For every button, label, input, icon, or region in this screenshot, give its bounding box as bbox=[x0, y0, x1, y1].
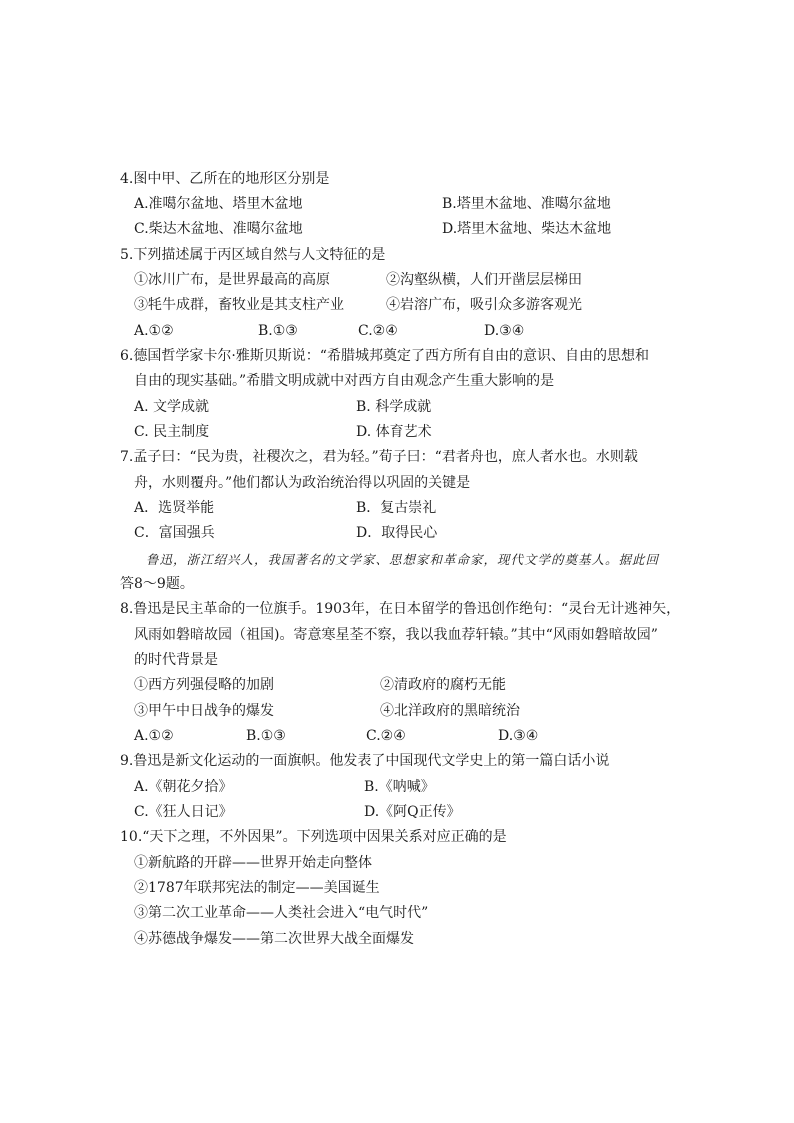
q9-option-d: D.《阿Q正传》 bbox=[364, 804, 461, 820]
q7-option-d: D．取得民心 bbox=[356, 525, 438, 541]
q8-statement-3: ③甲午中日战争的爆发 bbox=[134, 703, 274, 719]
q7-stem-line2: 舟，水则覆舟。”他们都认为政治统治得以巩固的关键是 bbox=[134, 475, 471, 491]
passage-intro-line1: 鲁迅，浙江绍兴人，我国著名的文学家、思想家和革命家，现代文学的奠基人。据此回 bbox=[146, 552, 660, 567]
q4-option-c: C.柴达木盆地、准噶尔盆地 bbox=[134, 221, 303, 237]
q6-option-d: D. 体育艺术 bbox=[356, 424, 432, 440]
q8-statement-4: ④北洋政府的黑暗统治 bbox=[380, 703, 520, 719]
q5-statement-2: ②沟壑纵横，人们开凿层层梯田 bbox=[386, 272, 582, 288]
q10-stem: 10.“天下之理，不外因果”。下列选项中因果关系对应正确的是 bbox=[120, 829, 507, 845]
q7-option-b: B．复古崇礼 bbox=[356, 500, 437, 516]
q8-option-c: C.②④ bbox=[366, 728, 406, 744]
q4-stem: 4.图中甲、乙所在的地形区分别是 bbox=[120, 171, 330, 187]
q6-option-b: B. 科学成就 bbox=[356, 399, 432, 415]
q5-statement-4: ④岩溶广布，吸引众多游客观光 bbox=[386, 297, 582, 313]
q5-option-d: D.③④ bbox=[484, 323, 525, 339]
q8-stem-line1: 8.鲁迅是民主革命的一位旗手。1903年，在日本留学的鲁迅创作绝句：“灵台无计逃神矢， bbox=[120, 601, 681, 617]
q8-option-d: D.③④ bbox=[498, 728, 539, 744]
q4-option-d: D.塔里木盆地、柴达木盆地 bbox=[442, 221, 612, 237]
q6-stem-line2: 自由的现实基础。”希腊文明成就中对西方自由观念产生重大影响的是 bbox=[134, 373, 555, 389]
q9-option-c: C.《狂人日记》 bbox=[134, 804, 233, 820]
passage-intro-line2: 答8～9题。 bbox=[120, 576, 194, 592]
q8-option-b: B.①③ bbox=[246, 728, 286, 744]
q5-stem: 5.下列描述属于丙区域自然与人文特征的是 bbox=[120, 247, 386, 263]
q9-option-b: B.《呐喊》 bbox=[364, 779, 435, 795]
q4-option-a: A.准噶尔盆地、塔里木盆地 bbox=[134, 196, 303, 212]
q6-option-c: C. 民主制度 bbox=[134, 424, 210, 440]
q5-option-c: C.②④ bbox=[358, 323, 398, 339]
q5-option-a: A.①② bbox=[134, 323, 174, 339]
q9-stem: 9.鲁迅是新文化运动的一面旗帜。他发表了中国现代文学史上的第一篇白话小说 bbox=[120, 753, 610, 769]
q4-option-b: B.塔里木盆地、准噶尔盆地 bbox=[442, 196, 611, 212]
q10-statement-3: ③第二次工业革命——人类社会进入“电气时代” bbox=[134, 905, 429, 921]
q9-option-a: A.《朝花夕拾》 bbox=[134, 779, 233, 795]
q8-statement-1: ①西方列强侵略的加剧 bbox=[134, 677, 274, 693]
q5-statement-3: ③牦牛成群，畜牧业是其支柱产业 bbox=[134, 297, 344, 313]
q6-option-a: A. 文学成就 bbox=[134, 399, 210, 415]
q7-option-a: A．选贤举能 bbox=[134, 500, 215, 516]
q10-statement-4: ④苏德战争爆发——第二次世界大战全面爆发 bbox=[134, 931, 414, 947]
q7-option-c: C．富国强兵 bbox=[134, 525, 215, 541]
q6-stem-line1: 6.德国哲学家卡尔·雅斯贝斯说：“希腊城邦奠定了西方所有自由的意识、自由的思想和 bbox=[120, 348, 649, 364]
q8-option-a: A.①② bbox=[134, 728, 174, 744]
q10-statement-1: ①新航路的开辟——世界开始走向整体 bbox=[134, 855, 372, 871]
q5-option-b: B.①③ bbox=[258, 323, 298, 339]
q7-stem-line1: 7.孟子曰：“民为贵，社稷次之，君为轻。”荀子曰：“君者舟也，庶人者水也。水则载 bbox=[120, 449, 638, 465]
q5-statement-1: ①冰川广布，是世界最高的高原 bbox=[134, 272, 330, 288]
q8-statement-2: ②清政府的腐朽无能 bbox=[380, 677, 506, 693]
q10-statement-2: ②1787年联邦宪法的制定——美国诞生 bbox=[134, 880, 380, 896]
q8-stem-line3: 的时代背景是 bbox=[134, 652, 218, 668]
q8-stem-line2: 风雨如磐暗故园（祖国)。寄意寒星荃不察，我以我血荐轩辕。”其中“风雨如磐暗故园” bbox=[134, 627, 658, 643]
